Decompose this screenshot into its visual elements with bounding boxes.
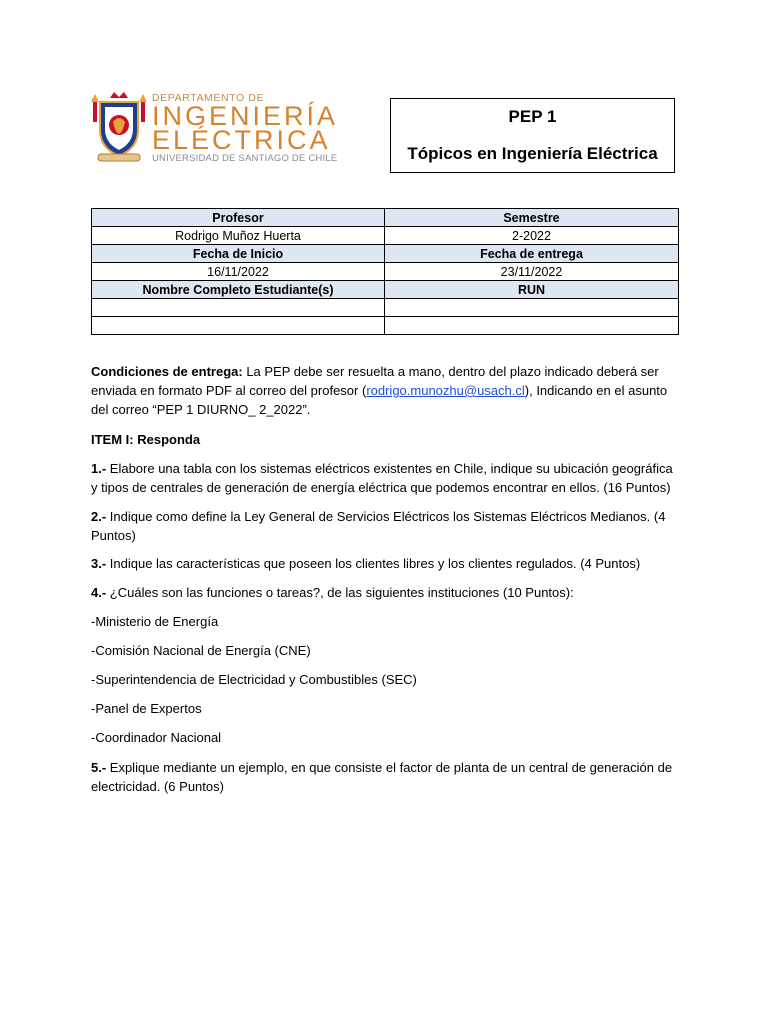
exam-title-box [390,98,675,173]
logo-line2-text: ELÉCTRICA [152,125,331,155]
table-row [92,227,679,245]
question-3 [91,554,676,573]
table-row [92,299,679,317]
logo-wordmark [152,92,352,164]
department-logo [90,92,352,164]
institution-item: -Panel de Expertos [91,701,202,716]
table-row [92,317,679,335]
institution-item: -Ministerio de Energía [91,614,219,629]
question-1 [91,459,676,497]
table-cell: Profesor [92,209,385,227]
institution-item: -Superintendencia de Electricidad y Combustibles (SEC) [91,672,417,687]
conditions-text-before: La PEP debe ser resuelta a mano, dentro del plazo indicado deberá ser enviada en formato PDF al correo del profesor ( [91,364,659,398]
question-text: Elabore una tabla con los sistemas eléctricos existentes en Chile, indique su ubicación geográfica y tipos de centrales de generación de energía eléctrica que podemos encontrar en ellos. (16 Puntos) [91,461,673,495]
delivery-conditions [91,362,676,419]
table-cell: Rodrigo Muñoz Huerta [92,227,385,245]
question-text: Indique las características que poseen los clientes libres y los clientes regulados. (4 Puntos) [106,556,641,571]
question-text: Explique mediante un ejemplo, en que consiste el factor de planta de un central de generación de electricidad. (6 Puntos) [91,760,673,794]
table-row [92,209,679,227]
table-cell: Nombre Completo Estudiante(s) [92,281,385,299]
table-cell: Semestre [385,209,679,227]
institution-item: -Coordinador Nacional [91,730,222,745]
institution-item: -Comisión Nacional de Energía (CNE) [91,643,311,658]
question-4 [91,583,676,602]
table-cell: 2-2022 [385,227,679,245]
question-number: 4.- [91,585,107,600]
table-cell: 16/11/2022 [92,263,385,281]
student-run-field[interactable] [385,317,679,335]
table-row [92,281,679,299]
table-row [92,245,679,263]
question-number: 2.- [91,509,107,524]
table-cell: 23/11/2022 [385,263,679,281]
item-heading: ITEM I: Responda [91,432,201,447]
question-number: 1.- [91,461,107,476]
question-number: 5.- [91,760,107,775]
question-2 [91,507,676,545]
question-text: ¿Cuáles son las funciones o tareas?, de las siguientes instituciones (10 Puntos): [106,585,574,600]
logo-university-text: UNIVERSIDAD DE SANTIAGO DE CHILE [152,153,338,164]
question-text: Indique como define la Ley General de Servicios Eléctricos los Sistemas Eléctricos Medianos. (4 Puntos) [91,509,666,543]
table-cell: Fecha de entrega [385,245,679,263]
university-crest-icon [90,92,148,164]
question-5 [91,758,676,796]
student-run-field[interactable] [385,299,679,317]
course-info-table [91,208,679,335]
student-name-field[interactable] [92,317,385,335]
professor-email-link[interactable]: rodrigo.munozhu@usach.cl [366,383,525,398]
conditions-label: Condiciones de entrega: [91,364,243,379]
table-cell: RUN [385,281,679,299]
course-title: Tópicos en Ingeniería Eléctrica [407,144,658,163]
student-name-field[interactable] [92,299,385,317]
logo-dept-text: DEPARTAMENTO DE [152,92,265,104]
table-cell: Fecha de Inicio [92,245,385,263]
exam-title: PEP 1 [508,107,557,126]
conditions-text-after: ), Indicando en el asunto del correo “PEP 1 DIURNO_ 2_2022”. [91,383,668,417]
logo-line1-text: INGENIERÍA [152,101,339,131]
table-row [92,263,679,281]
question-number: 3.- [91,556,107,571]
